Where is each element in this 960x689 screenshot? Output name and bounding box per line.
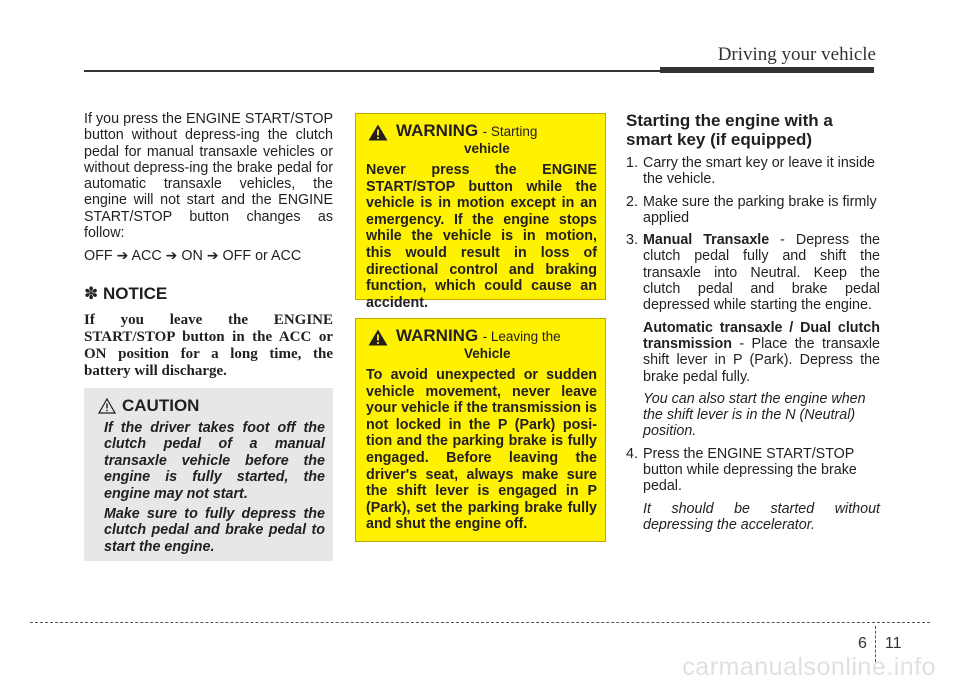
step-number: 1. xyxy=(626,155,638,171)
warning-text: To avoid unexpected or sudden vehicle movement, never leave your vehicle if the transmission is not locked in the P (Park) posi-tion and the parking brake is fully engaged. Before leaving the driver's seat, always make sure the shift lever is engaged in P (Park), set the parking brake fully and shut the engine off. xyxy=(366,367,597,533)
auto-transaxle-label: Automatic transaxle / Dual clutch transmission xyxy=(643,319,880,352)
warning-text: Never press the ENGINE START/STOP button while the vehicle is in motion except in an emergency. If the engine stops while the vehicle is in motion, this would result in loss of directional control and braking function, which could cause an accident. xyxy=(366,162,597,311)
step-text: Press the ENGINE START/STOP button while depressing the brake pedal. xyxy=(643,445,857,495)
warning-box-starting xyxy=(355,113,606,311)
left-column xyxy=(84,111,333,380)
caution-text-2: Make sure to fully depress the clutch pedal and brake pedal to start the engine. xyxy=(104,506,325,555)
warning-subtitle: - Leaving the xyxy=(482,329,561,344)
auto-transaxle-text: - Place the transaxle shift lever in P (Park). Depress the brake pedal fully. xyxy=(643,335,880,385)
manual-transaxle-label: Manual Transaxle xyxy=(643,232,770,249)
button-sequence xyxy=(84,247,333,264)
step-3 xyxy=(626,232,880,440)
header-title: Driving your vehicle xyxy=(717,44,876,65)
warning-subtitle-2: vehicle xyxy=(464,141,510,156)
notice-title: NOTICE xyxy=(102,283,168,303)
step-number: 3. xyxy=(626,232,638,249)
header-rule-accent xyxy=(660,67,874,73)
seq-acc: ACC xyxy=(131,248,162,265)
seq-off-or-acc: OFF or ACC xyxy=(222,248,302,265)
step-4 xyxy=(626,446,880,533)
section-title: Starting the engine with a smart key (if equipped) xyxy=(626,111,833,149)
arrow-right-icon: ➔ xyxy=(116,247,129,264)
seq-off: OFF xyxy=(84,248,113,265)
caution-title: CAUTION xyxy=(122,396,200,415)
step-2 xyxy=(626,194,880,227)
step-text xyxy=(643,232,880,313)
manual-transaxle-text: - Depress the clutch pedal fully and shift the transaxle into Neutral. Keep the clutch pedal and brake pedal depressed while starting the engine. xyxy=(643,232,880,314)
warning-triangle-icon xyxy=(368,124,388,141)
warning-triangle-icon xyxy=(368,329,388,346)
right-column xyxy=(626,111,880,533)
seq-on: ON xyxy=(181,248,203,265)
footer-rule xyxy=(30,622,930,623)
watermark: carmanualsonline.info xyxy=(682,653,936,681)
step-text: Carry the smart key or leave it inside the vehicle. xyxy=(643,155,876,188)
arrow-right-icon: ➔ xyxy=(165,247,178,264)
notice-heading xyxy=(84,284,333,304)
step-1 xyxy=(626,155,880,188)
step-text: Make sure the parking brake is firmly applied xyxy=(643,193,877,226)
step-number: 4. xyxy=(626,445,638,462)
warning-subtitle-2: Vehicle xyxy=(464,346,511,361)
chapter-number: 6 xyxy=(858,635,867,652)
intro-paragraph: If you press the ENGINE START/STOP button without depress-ing the clutch pedal for manual transaxle vehicles or without depress-ing the brake pedal for automatic transaxle vehicles, the engine will not start and the ENGINE START/STOP button changes as follow: xyxy=(84,111,333,242)
caution-box xyxy=(84,388,333,561)
arrow-right-icon: ➔ xyxy=(206,247,219,264)
notice-star-icon: ✽ xyxy=(84,283,99,303)
warning-title: WARNING xyxy=(396,121,479,140)
caution-triangle-icon xyxy=(98,398,116,414)
caution-text-1: If the driver takes foot off the clutch pedal of a manual transaxle vehicle before the engine is fully started, the engine may not start. xyxy=(104,420,325,502)
accelerator-note: It should be started without depressing the accelerator. xyxy=(643,500,880,533)
warning-box-leaving xyxy=(355,318,606,542)
page-in-chapter: 11 xyxy=(884,635,902,652)
auto-transaxle-paragraph xyxy=(643,320,880,385)
warning-subtitle: - Starting xyxy=(482,124,538,139)
step-number: 2. xyxy=(626,193,638,210)
notice-text: If you leave the ENGINE START/STOP button in the ACC or ON position for a long time, the battery will discharge. xyxy=(84,311,333,379)
warning-title: WARNING xyxy=(396,326,479,345)
neutral-note: You can also start the engine when the shift lever is in the N (Neutral) position. xyxy=(643,390,866,440)
